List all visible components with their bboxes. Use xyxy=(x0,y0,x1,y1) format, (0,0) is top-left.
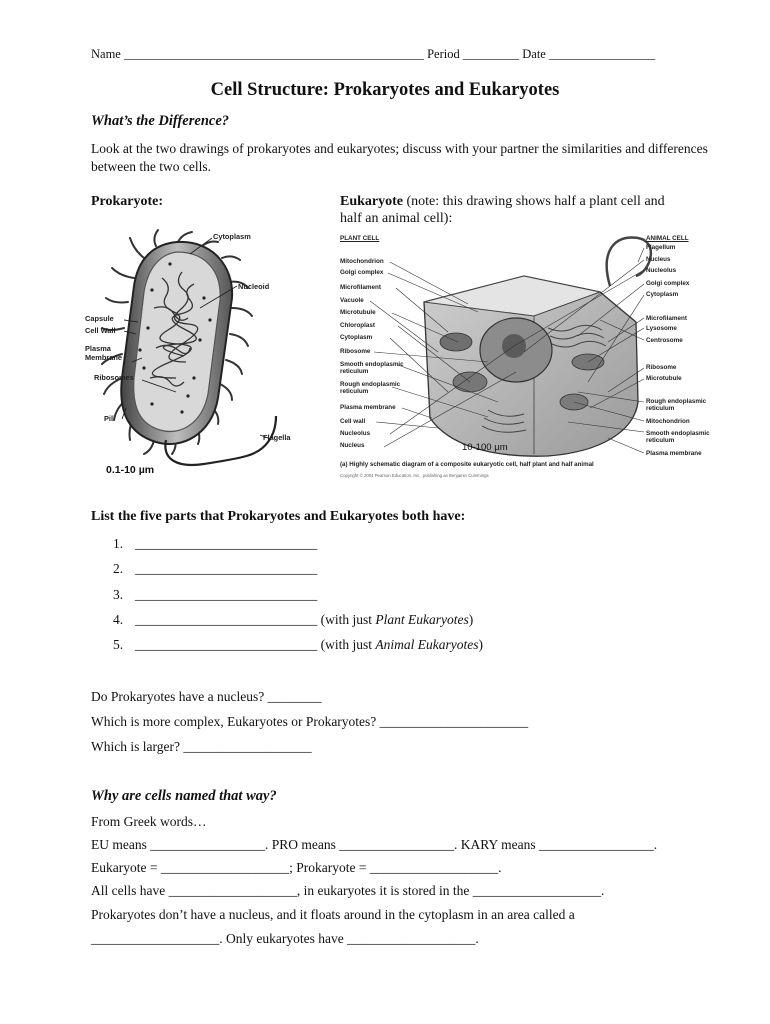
prokaryote-diagram xyxy=(82,228,330,480)
list-item xyxy=(113,636,483,654)
list-item xyxy=(113,535,317,553)
label-cytoplasm: Cytoplasm xyxy=(213,232,251,241)
eukaryote-label xyxy=(340,193,665,211)
euk-right-label: Mitochondrion xyxy=(646,418,690,425)
plant-cell-heading: PLANT CELL xyxy=(340,235,380,242)
euk-right-label: Ribosome xyxy=(646,364,677,371)
euk-left-label: Cytoplasm xyxy=(340,334,373,341)
eukaryote-note-2: half an animal cell): xyxy=(340,211,453,226)
naming-line: All cells have ___________________, in eukaryotes it is stored in the ___________________. xyxy=(91,883,605,898)
section-heading-difference: What’s the Difference? xyxy=(91,113,230,129)
naming-line: Prokaryotes don’t have a nucleus, and it floats around in the cytoplasm in an area called a xyxy=(91,907,575,922)
list-item-number: 1. xyxy=(113,536,124,551)
list-item-note-end: ) xyxy=(468,612,474,627)
euk-left-label: Cell wall xyxy=(340,418,366,425)
period-blank[interactable]: _________ xyxy=(462,47,520,61)
euk-right-label: Plasma membrane xyxy=(646,450,702,457)
euk-left-label: Smooth endoplasmic xyxy=(340,361,404,368)
eukaryote-copyright: Copyright © 2004 Pearson Education, Inc., publishing as Benjamin Cummings xyxy=(340,473,489,478)
euk-left-label: Microfilament xyxy=(340,284,381,291)
list-item-blank[interactable]: ___________________________ xyxy=(135,561,318,576)
euk-right-label: Nucleolus xyxy=(646,267,677,274)
list-item xyxy=(113,560,317,578)
euk-left-label: Mitochondrion xyxy=(340,258,384,265)
question-larger: Which is larger? ___________________ xyxy=(91,739,312,754)
euk-right-label: Rough endoplasmic xyxy=(646,398,707,405)
list-item-number: 4. xyxy=(113,612,124,627)
label-ribosomes: Ribosomes xyxy=(94,373,134,382)
date-label: Date xyxy=(522,47,546,61)
list-item-blank[interactable]: ___________________________ xyxy=(135,536,318,551)
euk-left-label: Nucleolus xyxy=(340,430,371,437)
list-item-blank[interactable]: ___________________________ xyxy=(135,587,318,602)
label-nucleoid: Nucleoid xyxy=(238,282,270,291)
list-item xyxy=(113,586,317,604)
section-heading-naming: Why are cells named that way? xyxy=(91,788,277,804)
list-item-number: 2. xyxy=(113,561,124,576)
naming-line: Eukaryote = ___________________; Prokaryote = ___________________. xyxy=(91,860,502,875)
eukaryote-note-1: (note: this drawing shows half a plant cell and xyxy=(403,194,665,209)
euk-left-label: Plasma membrane xyxy=(340,404,396,411)
euk-left-label: Chloroplast xyxy=(340,322,375,329)
list-heading: List the five parts that Prokaryotes and Eukaryotes both have: xyxy=(91,509,466,524)
list-item-note-end: ) xyxy=(478,637,483,652)
euk-right-label: Nucleus xyxy=(646,256,671,263)
label-cell-wall: Cell Wall xyxy=(85,326,116,335)
euk-right-label: Centrosome xyxy=(646,337,683,344)
naming-line: EU means _________________. PRO means _________________. KARY means _________________. xyxy=(91,837,658,852)
list-item-note: (with just xyxy=(317,637,376,652)
date-blank[interactable]: _________________ xyxy=(548,47,656,61)
eukaryote-caption: (a) Highly schematic diagram of a composite eukaryotic cell, half plant and half animal xyxy=(340,461,594,468)
eukaryote-size: 10-100 µm xyxy=(462,442,508,453)
list-item xyxy=(113,611,473,629)
euk-left-label: reticulum xyxy=(340,388,369,395)
euk-left-label: Vacuole xyxy=(340,297,364,304)
label-membrane: Membrane xyxy=(85,353,122,362)
page-title: Cell Structure: Prokaryotes and Eukaryotes xyxy=(210,80,560,100)
euk-right-label: Golgi complex xyxy=(646,280,690,287)
euk-left-label: Ribosome xyxy=(340,348,371,355)
list-item-note-italic: Animal Eukaryotes xyxy=(375,637,479,652)
prokaryote-label: Prokaryote: xyxy=(91,194,164,209)
list-item-blank[interactable]: ___________________________ xyxy=(135,612,318,627)
label-capsule: Capsule xyxy=(85,314,114,323)
label-flagella: Flagella xyxy=(263,433,291,442)
naming-line: From Greek words… xyxy=(91,814,207,829)
list-item-number: 3. xyxy=(113,587,124,602)
name-label: Name xyxy=(91,47,121,61)
list-item-number: 5. xyxy=(113,637,124,652)
euk-right-label: reticulum xyxy=(646,437,675,444)
question-nucleus: Do Prokaryotes have a nucleus? ________ xyxy=(91,689,322,704)
label-pili: Pili xyxy=(104,414,116,423)
euk-left-label: Rough endoplasmic xyxy=(340,381,401,388)
list-item-blank[interactable]: ___________________________ xyxy=(135,637,318,652)
list-item-note-italic: Plant Eukaryotes xyxy=(375,612,469,627)
prokaryote-size: 0.1-10 µm xyxy=(106,464,155,476)
eukaryote-diagram xyxy=(338,232,728,484)
euk-left-label: Microtubule xyxy=(340,309,376,316)
student-info-line xyxy=(91,47,655,62)
period-label: Period xyxy=(427,47,460,61)
euk-left-label: Nucleus xyxy=(340,442,365,449)
eukaryote-label-bold: Eukaryote xyxy=(340,194,403,209)
naming-line: ___________________. Only eukaryotes have ___________________. xyxy=(91,931,479,946)
list-item-note: (with just xyxy=(317,612,376,627)
name-blank[interactable]: ________________________________________________ xyxy=(123,47,424,61)
question-complexity: Which is more complex, Eukaryotes or Prokaryotes? ______________________ xyxy=(91,714,529,729)
euk-left-label: Golgi complex xyxy=(340,269,384,276)
euk-left-label: reticulum xyxy=(340,368,369,375)
euk-right-label: Microfilament xyxy=(646,315,687,322)
euk-right-label: Microtubule xyxy=(646,375,682,382)
animal-cell-heading: ANIMAL CELL xyxy=(646,235,689,242)
intro-paragraph: Look at the two drawings of prokaryotes and eukaryotes; discuss with your partner the similarities and differences between the two cells. xyxy=(91,141,708,174)
euk-right-label: Lysosome xyxy=(646,325,677,332)
euk-right-label: Smooth endoplasmic xyxy=(646,430,710,437)
euk-right-label: reticulum xyxy=(646,405,675,412)
label-plasma: Plasma xyxy=(85,344,111,353)
euk-right-label: Flagellum xyxy=(646,244,676,251)
euk-right-label: Cytoplasm xyxy=(646,291,679,298)
